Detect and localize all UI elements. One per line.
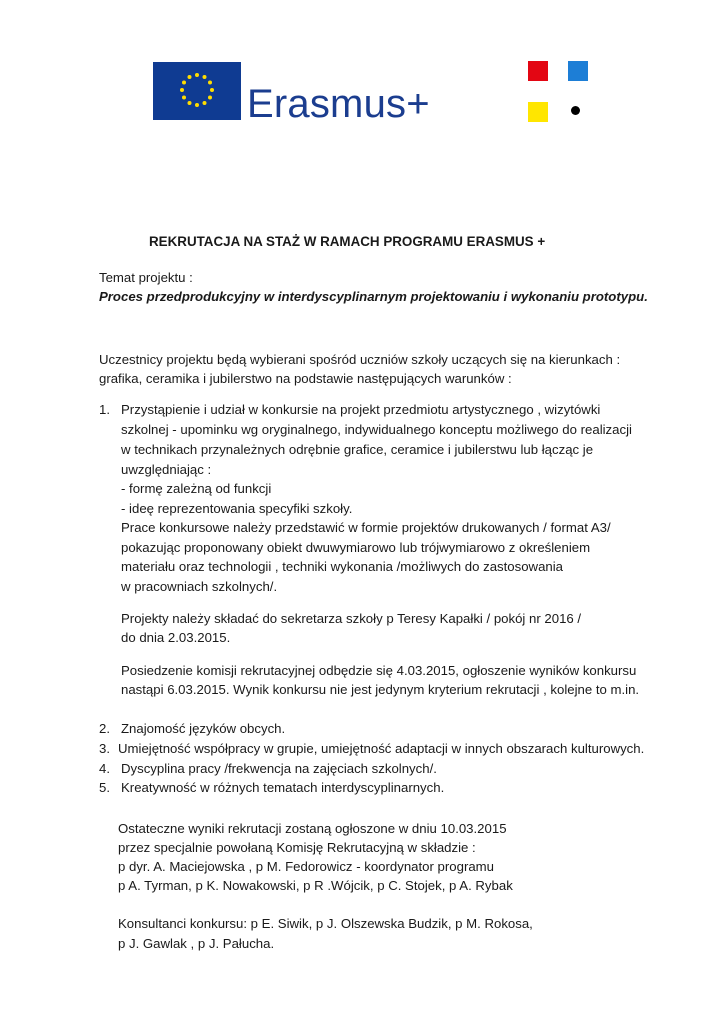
item1-bullet: - formę zależną od funkcji	[121, 481, 272, 496]
blue-square-logo	[568, 61, 588, 81]
criteria-item: Kreatywność w różnych tematach interdyscyplinarnych.	[121, 780, 445, 795]
criteria-item: Umiejętność współpracy w grupie, umiejętność adaptacji w innych obszarach kulturowych.	[118, 741, 645, 756]
item1-line: Przystąpienie i udział w konkursie na projekt przedmiotu artystycznego , wizytówki	[121, 402, 601, 417]
results-line: przez specjalnie powołaną Komisję Rekrutacyjną w składzie :	[118, 840, 476, 855]
submission-line: Projekty należy składać do sekretarza szkoły p Teresy Kapałki / pokój nr 2016 /	[121, 611, 582, 626]
red-square-logo	[528, 61, 548, 81]
list-number: 5.	[99, 780, 110, 795]
item1-line: uwzględniając :	[121, 462, 212, 477]
intro-line: grafika, ceramika i jubilerstwo na podstawie następujących warunków :	[99, 371, 512, 386]
eu-flag-logo	[153, 62, 241, 120]
item1-bullet: - ideę reprezentowania specyfiki szkoły.	[121, 501, 353, 516]
results-line: p A. Tyrman, p K. Nowakowski, p R .Wójcik, p C. Stojek, p A. Rybak	[118, 878, 513, 893]
criteria-item: Dyscyplina pracy /frekwencja na zajęciach szkolnych/.	[121, 761, 437, 776]
consultants-line: p J. Gawlak , p J. Pałucha.	[118, 936, 275, 951]
list-number: 3.	[99, 741, 110, 756]
results-line: p dyr. A. Maciejowska , p M. Fedorowicz - koordynator programu	[118, 859, 494, 874]
eu-stars-icon	[153, 62, 241, 120]
criteria-item: Znajomość języków obcych.	[121, 721, 286, 736]
item1-line: Prace konkursowe należy przedstawić w formie projektów drukowanych / format A3/	[121, 520, 611, 535]
black-dot-logo	[571, 106, 580, 115]
list-number: 4.	[99, 761, 110, 776]
item1-line: szkolnej - upominku wg oryginalnego, indywidualnego konceptu możliwego do realizacji	[121, 422, 632, 437]
submission-line: do dnia 2.03.2015.	[121, 630, 231, 645]
erasmus-logo-text: Erasmus+	[247, 82, 430, 126]
intro-line: Uczestnicy projektu będą wybierani spośród uczniów szkoły uczących się na kierunkach :	[99, 352, 621, 367]
results-line: Ostateczne wyniki rekrutacji zostaną ogłoszone w dniu 10.03.2015	[118, 821, 507, 836]
list-number: 2.	[99, 721, 110, 736]
list-number: 1.	[99, 402, 110, 417]
item1-line: w technikach przynależnych odrębnie grafice, ceramice i jubilerstwu lub łącząc je	[121, 442, 594, 457]
meeting-line: nastąpi 6.03.2015. Wynik konkursu nie jest jedynym kryterium rekrutacji , kolejne to m.in.	[121, 682, 640, 697]
yellow-square-logo	[528, 102, 548, 122]
consultants-line: Konsultanci konkursu: p E. Siwik, p J. Olszewska Budzik, p M. Rokosa,	[118, 916, 533, 931]
meeting-line: Posiedzenie komisji rekrutacyjnej odbędzie się 4.03.2015, ogłoszenie wyników konkursu	[121, 663, 637, 678]
topic-name: Proces przedprodukcyjny w interdyscyplinarnym projektowaniu i wykonaniu prototypu.	[99, 289, 648, 304]
item1-line: materiału oraz technologii , techniki wykonania /możliwych do zastosowania	[121, 559, 564, 574]
topic-label: Temat projektu :	[99, 270, 193, 285]
page-title: REKRUTACJA NA STAŻ W RAMACH PROGRAMU ERASMUS +	[149, 234, 546, 249]
item1-line: w pracowniach szkolnych/.	[121, 579, 278, 594]
item1-line: pokazując proponowany obiekt dwuwymiarowo lub trójwymiarowo z określeniem	[121, 540, 591, 555]
